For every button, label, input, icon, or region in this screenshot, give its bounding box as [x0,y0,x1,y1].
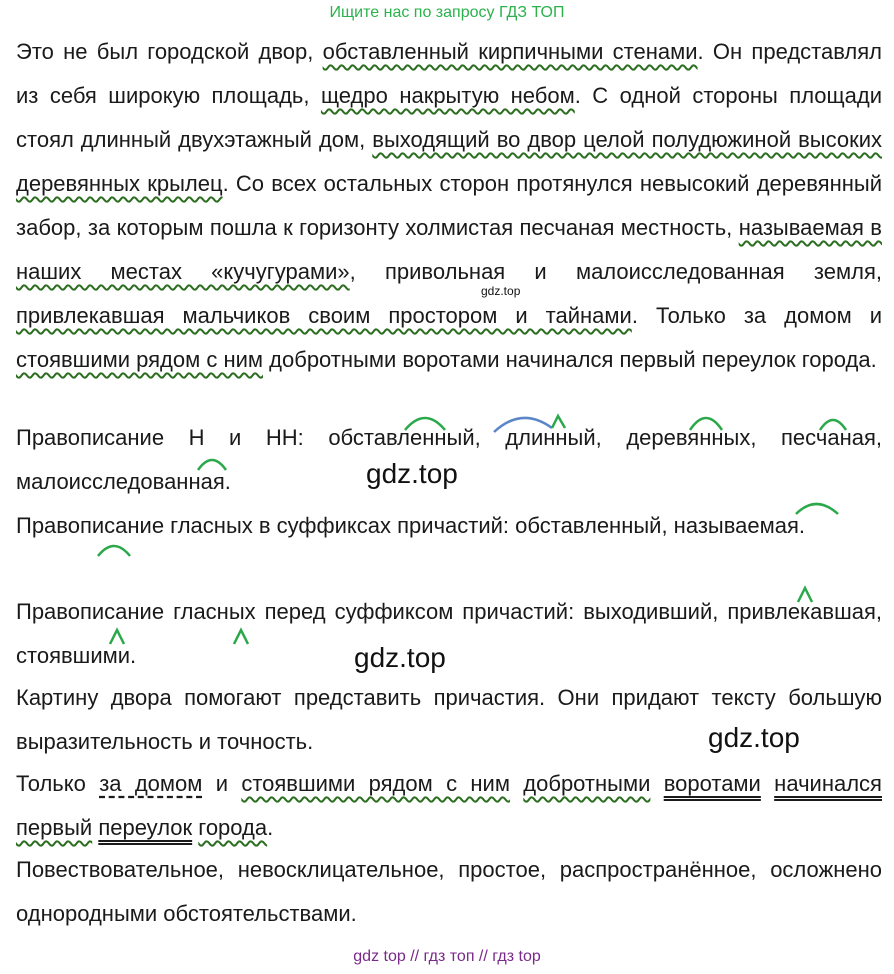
text-run: . Он представлял из себя широкую площадь, [16,39,882,108]
suffix-vowel-paragraph: Правописание гласных в суффиксах причастий: обставленный, называемая. [16,513,806,538]
underlined-phrase-dbl: начинался [774,771,882,796]
text-run: . [267,815,274,840]
participles-role-paragraph: Картину двора помогают представить причастия. Они придают тексту большую выразительность и точность. [16,685,882,754]
underlined-phrase-wavy: щедро накрытую небом [320,83,575,108]
underlined-phrase-wavy: первый [16,815,93,840]
underlined-phrase-dbl: воротами [663,771,761,796]
text-run: добротными воротами начинался первый переулок города. [263,347,877,372]
underlined-phrase-wavy: выходящий во двор целой полудюжиной высоких деревянных крылец [16,127,882,196]
watermark-small: gdz.top [481,284,521,298]
underlined-phrase-wavy: добротными [523,771,651,796]
watermark-large: gdz.top [366,458,458,489]
underlined-phrase-wavy: стоявшими рядом с ним [241,771,510,796]
nn-rule-paragraph: Правописание Н и НН: обставленный, длинный, деревянных, песчаная, малоисследованная. [16,425,882,494]
text-run: , привольная и малоисследованная земля, [349,259,882,284]
text-run: и [202,771,242,796]
underlined-phrase-dash: за домом [99,771,203,796]
underlined-phrase-wavy: города [198,815,268,840]
text-run [761,771,774,796]
text-run: . Только за домом и [631,303,882,328]
underlined-phrase-wavy: обставленный кирпичными стенами [322,39,698,64]
sentence-analysis-paragraph [16,762,882,850]
underlined-phrase-wavy: называемая в наших местах «кучугурами» [16,215,882,284]
site-header-banner: Ищите нас по запросу ГДЗ ТОП [329,4,565,21]
text-run: Это не был городской двор, [16,39,323,64]
text-run: . С одной стороны площади стоял длинный двухэтажный дом, [16,83,882,152]
text-run: . Со всех остальных сторон протянулся невысокий деревянный забор, за которым пошла к горизонту холмистая песчаная местность, [16,171,882,240]
watermark-large: gdz.top [354,642,446,673]
text-run [510,771,523,796]
underlined-phrase-dbl: переулок [98,815,193,840]
text-run [650,771,663,796]
sentence-characteristics-paragraph: Повествовательное, невосклицательное, простое, распространённое, осложнено однородными обстоятельствами. [16,857,882,926]
watermark-large: gdz.top [708,722,800,753]
main-text-paragraph [16,30,882,382]
pre-suffix-vowel-paragraph: Правописание гласных перед суффиксом причастий: выходивший, привлекавшая, стоявшими. [16,599,882,668]
underlined-phrase-wavy: стоявшими рядом с ним [16,347,264,372]
site-footer: gdz top // гдз топ // гдз top [353,948,541,965]
text-run: Только [16,771,100,796]
underlined-phrase-wavy: привлекавшая мальчиков своим простором и тайнами [16,303,632,328]
